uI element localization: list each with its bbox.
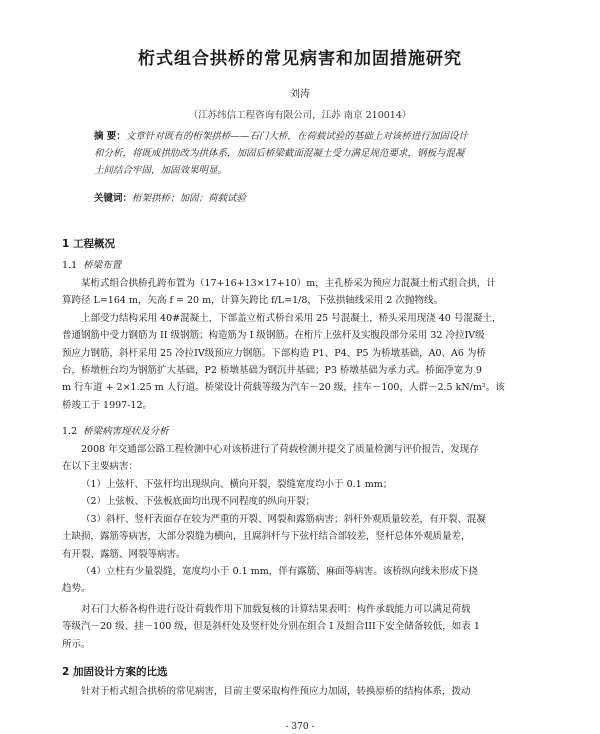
subsection-heading — [62, 257, 121, 271]
text-line: 算跨径 L=164 m，矢高 f = 20 m，计算矢跨比 f/L=1/8，下弦拱轴线采用 2 次抛物线。 — [62, 295, 443, 307]
text-line: 等级汽－20 级、挂－100 级，但是斜杆处及竖杆处分别在组合 I 及组合III下安全储备较低，如表 1 — [62, 621, 480, 633]
defect-list — [62, 476, 540, 598]
subsection-number: 1.1 — [62, 260, 78, 271]
subsection-number: 1.2 — [62, 426, 78, 437]
section-heading: 2 加固设计方案的比选 — [62, 666, 168, 678]
abstract-label: 摘 要： — [94, 131, 126, 142]
paragraph — [62, 275, 540, 414]
text-line: 对石门大桥各构件进行设计荷载作用下加载复核的计算结果表明：构件承载能力可以满足荷载 — [81, 604, 471, 615]
abstract-line — [94, 128, 524, 145]
abstract — [94, 128, 524, 179]
text-line: 上部受力结构采用 40#混凝土，下部盖立桁式桥台采用 25 号混凝土，桥头采用现浇 40 号混凝土， — [81, 312, 502, 324]
text-line: 台，桥墩桩台均为钢筋扩大基础，P2 桥墩基础为钢沉井基础；P3 桥墩基础为承力式。桥面净宽为 9 — [62, 365, 482, 377]
author-name: 刘涛 — [290, 89, 310, 100]
list-item: （4）立柱有少量裂缝，宽度均小于 0.1 mm，伴有露筋、麻面等病害。该桥纵向线未形成下挠 — [81, 566, 478, 578]
list-item: 有开裂、露筋、网裂等病害。 — [62, 548, 186, 560]
abstract-text: 和分析，将既成拱肋改为拱体系，加固后桥梁截面混凝土受力满足规范要求，钢板与混凝 — [94, 148, 465, 159]
page-number: - 370 - — [285, 722, 315, 732]
keywords-label: 关键词： — [94, 193, 133, 204]
paragraph — [62, 683, 540, 700]
text-line: 普通钢筋中受力钢筋为 II 级钢筋；构造筋为 I 级钢筋。在桁片上弦杆及实腹段部分采用 32 冷拉IV级 — [62, 330, 485, 342]
text-line: m 行车道 + 2×1.25 m 人行道。桥梁设计荷载等级为汽车－20 级，挂车－100，人群－2.5 kN/m²。该 — [62, 382, 505, 394]
abstract-text: 土间结合牢固，加固效果明显。 — [94, 165, 228, 176]
subsection-heading — [62, 423, 169, 437]
text-line: 所示。 — [62, 638, 91, 650]
keywords — [94, 190, 524, 204]
list-item: （1）上弦杆、下弦杆均出现纵向、横向开裂，裂缝宽度均小于 0.1 mm； — [81, 479, 393, 490]
list-item: （3）斜杆、竖杆表面存在较为严重的开裂、网裂和露筋病害；斜杆外观质量较差，有开裂、混凝 — [81, 513, 487, 525]
text-line: 某桁式组合拱桥孔跨布置为（17+16+13×17+10）m，主孔桥采为预应力混凝土桁式组合拱，计 — [81, 278, 496, 289]
list-item: 趋势。 — [62, 583, 91, 595]
text-line: 预应力钢筋，斜杆采用 25 冷拉IV级预应力钢筋。下部构造 P1、P4、P5 为桥墩基础，A0、A6 为桥 — [62, 347, 486, 359]
author-affiliation: （江苏纬信工程咨询有限公司，江苏 南京 210014） — [188, 110, 412, 121]
list-item: 土缺损，露筋等病害，大部分裂缝为横向，且腐斜杆与下弦杆结合部较差，竖杆总体外观质量差， — [62, 531, 471, 543]
list-item: （2）上弦板、下弦板底面均出现不同程度的纵向开裂； — [81, 496, 316, 508]
paragraph — [62, 601, 540, 653]
text-line: 针对于桁式组合拱桥的常见病害，目前主要采取构件预应力加固，转换原桥的结构体系，拨动 — [81, 686, 471, 697]
subsection-title: 桥梁布置 — [83, 260, 122, 271]
text-line: 2008 年交通部公路工程检测中心对该桥进行了荷载检测并提交了质量检测与评价报告，发现存 — [81, 444, 479, 455]
subsection-title: 桥梁病害现状及分析 — [83, 426, 169, 437]
paper-title: 桁式组合拱桥的常见病害和加固措施研究 — [138, 49, 462, 69]
keywords-text: 桁架拱桥；加固；荷载试验 — [132, 193, 247, 204]
text-line: 桥竣工于 1997-12。 — [62, 399, 152, 411]
section-heading: 1 工程概况 — [62, 238, 115, 250]
paragraph — [62, 441, 540, 476]
abstract-text: 文章针对既有的桁架拱桥——石门大桥，在荷载试验的基础上对该桥进行加固设计 — [125, 131, 468, 142]
text-line: 在以下主要病害： — [62, 461, 139, 473]
